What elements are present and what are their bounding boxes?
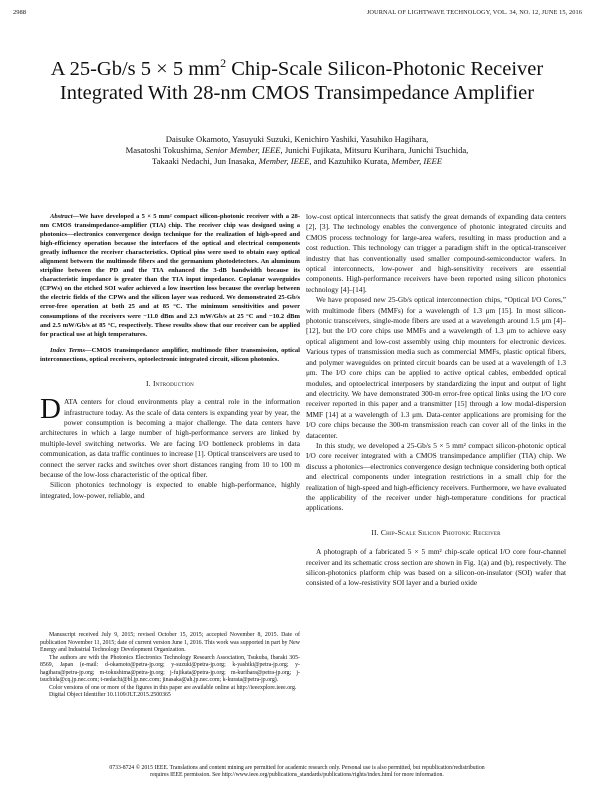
section-heading-introduction: I. Introduction (146, 378, 194, 388)
author-membership: Member, IEEE (258, 156, 310, 166)
abstract (40, 212, 300, 339)
running-head: JOURNAL OF LIGHTWAVE TECHNOLOGY, VOL. 34, NO. 12, JUNE 15, 2016 (366, 9, 582, 16)
index-terms-label: Index Terms (50, 346, 86, 354)
right-paragraph-4: A photograph of a fabricated 5 × 5 mm² chip-scale optical I/O core four-channel receiver and its schematic cross section are shown in Fig. 1(a) and (b), respectively. The silicon-photonics platform chip was based on a silicon-on-insulator (SOI) wafer that consisted of a low-resistivity SOI layer and a buried oxide (306, 547, 566, 588)
author-line-2 (20, 145, 574, 156)
intro-paragraph-1-text: ATA centers for cloud environments play a central role in the information infrastructure today. As the scale of data centers is expanding year by year, the power consumption is becoming a major challenge. The data centers have architectures in which a large number of high-performance servers are linked by multiple-level switching networks. We are facing I/O bottleneck problems in data communication, as data traffic continues to increase [1]. Optical transceivers are used to connect the server racks and switches over short distances ranging from 10 to 100 m because of the low-loss characteristic of the optical fiber. (40, 397, 300, 479)
intro-paragraph-1 (40, 393, 300, 480)
right-paragraph-1: low-cost optical interconnects that satisfy the great demands of expanding data centers [2], [3]. The technology enables the convergence of photonic integrated circuits and CMOS process technology for large-area wafers, resulting in mass production and a cost reduction. This technology can trigger a paradigm shift in the optical-transceiver industry that has conventionally used smaller compound-semiconductor wafers. In optical interconnects, low-power and high-sensitivity receivers are essential components. High-performance receivers have been reported using silicon photonics technology [4]–[14]. (306, 212, 566, 294)
author-list (20, 134, 574, 167)
right-paragraph-3: In this study, we developed a 25-Gb/s 5 × 5 mm² compact silicon-photonic optical I/O core receiver integrated with a CMOS transimpedance amplifier (TIA) chip. We discuss a photonics—electronics convergence design technique considering both optical and electrical components under integration restrictions in a small chip for the realization of high-speed and high-efficiency receivers. Furthermore, we have evaluated the applicability of the receiver under high-temperature conditions for practical applications. (306, 440, 566, 513)
section-heading-receiver: II. Chip-Scale Silicon Photonic Receiver (371, 527, 501, 537)
title-superscript: 2 (220, 56, 227, 71)
index-terms-text: —CMOS transimpedance amplifier, multimode fiber transmission, optical interconnections, optical receivers, optoelectronic integrated circuit, silicon photonics. (40, 346, 300, 363)
footnote-doi: Digital Object Identifier 10.1109/JLT.2015.2500365 (49, 692, 171, 699)
index-terms (40, 346, 300, 364)
copyright-line-2: requires IEEE permission. See http://www.ieee.org/publications_standards/publications/rights/index.html for more information. (150, 772, 444, 779)
author-text: Masatoshi Tokushima, (125, 145, 206, 155)
author-line-1: Daisuke Okamoto, Yasuyuki Suzuki, Kenichiro Yashiki, Yasuhiko Hagihara, (165, 134, 429, 144)
footnote-affiliation: The authors are with the Photonics Electronics Technology Research Association, Tsukuba, Ibaraki 305-8569, Japan (e-mail: d-okamoto@petra-jp.org; y-suzuki@petra-jp.org; k-yashiki@petra-jp.org; y-hagihara@petra-jp.org; m-tokushima@petra-jp.org; j-fujikata@petra-jp.org; m-kurihara@petra-jp.org; j-tsuchida@cq.jp.nec.com; t-nedachi@bl.jp.nec.com; jinasaka@ah.jp.nec.com; k-kurata@petra-jp.org). (40, 654, 300, 684)
page-number: 2988 (13, 9, 26, 16)
footnotes (40, 632, 300, 700)
copyright-line-1: 0733-8724 © 2015 IEEE. Translations and content mining are permitted for academic research only. Personal use is also permitted, but republication/redistribution (109, 765, 485, 771)
footnote-received: Manuscript received July 9, 2015; revised October 15, 2015; accepted November 8, 2015. Date of publication November 11, 2015; date of current version June 1, 2016. This work was supported in part by New Energy and Industrial Technology Development Organization. (40, 632, 300, 654)
copyright-notice (12, 765, 582, 780)
author-line-3 (20, 156, 574, 167)
intro-paragraph-2: Silicon photonics technology is expected to enable high-performance, highly integrated, low-power, reliable, and (40, 480, 300, 500)
left-column (40, 212, 300, 501)
right-paragraph-2: We have proposed new 25-Gb/s optical interconnection chips, “Optical I/O Cores,” with multimode fibers (MMFs) for a wavelength of 1.3 μm [15]. In most silicon-photonic transceivers, single-mode fibers are used at a wavelength around 1.5 μm [4]–[12], but the I/O core chips use MMFs and a wavelength of 1.3 μm to achieve easy optical alignment and low-cost assembly using chip mounters for electronic devices. Various types of transmission media such as commercial MMFs, plastic optical fibers, and polymer waveguides on printed circuit boards can be used at a wavelength of 1.3 μm. The I/O core chips can be applied to active optical cables, embedded optical modules, and optoelectrical interposers by standardizing the input and output of light and electricity. We have demonstrated 300-m error-free optical links using the I/O core receiver reported in this paper and a transmitter [15] through a low modal-dispersion MMF [14] at a wavelength of 1.3 μm. Data-center applications are promising for the I/O core chips because the 300-m transmission reach can cover all of the links in the datacenter. (306, 295, 566, 440)
abstract-text: —We have developed a 5 × 5 mm² compact silicon-photonic receiver with a 28-nm CMOS transimpedance-amplifier (TIA) chip. The receiver chip was designed using a photonics—electronics convergence design technique for the realization of high-speed and high-efficiency operation because the interfaces of the optical and electrical components greatly influence the receiver characteristics. Optical pins were used to obtain easy optical alignment between the multimode fibers and the germanium photodetectors. An aluminum stripline between the PD and the TIA enhanced the 3-dB bandwidth because its characteristic impedance is greater than the TIA input impedance. Coplanar waveguides (CPWs) on the etched SOI wafer achieved a low insertion loss because the overlap between the electric fields of the CPWs and the silicon layer was reduced. We demonstrated 25-Gb/s error-free operation at both 25 and at 85 °C. The minimum sensitivities and power consumptions of the receivers were −11.0 dBm and 2.3 mW/Gb/s at 25 °C and −10.2 dBm and 2.5 mW/Gb/s at 85 °C, respectively. These results show that our receiver can be applied for practical use at high temperatures. (40, 213, 300, 338)
title-part2: Chip-Scale Silicon-Photonic Receiver Integrated With 28-nm CMOS Transimpedance Amplifier (59, 58, 544, 104)
author-membership: Member, IEEE (391, 156, 443, 166)
author-text: Takaaki Nedachi, Jun Inasaka, (151, 156, 259, 166)
paper-title (20, 57, 574, 105)
author-text: , Junichi Fujikata, Mitsuru Kurihara, Junichi Tsuchida, (280, 145, 469, 155)
drop-cap: D (40, 393, 61, 426)
title-part1: A 25-Gb/s 5 × 5 mm (50, 58, 221, 80)
author-text: , and Kazuhiko Kurata, (309, 156, 392, 166)
footnote-color-note: Color versions of one or more of the figures in this paper are available online at http://ieeexplore.ieee.org. (49, 684, 297, 691)
right-column (306, 212, 566, 589)
abstract-label: Abstract (50, 213, 73, 220)
author-membership: Senior Member, IEEE (205, 145, 281, 155)
